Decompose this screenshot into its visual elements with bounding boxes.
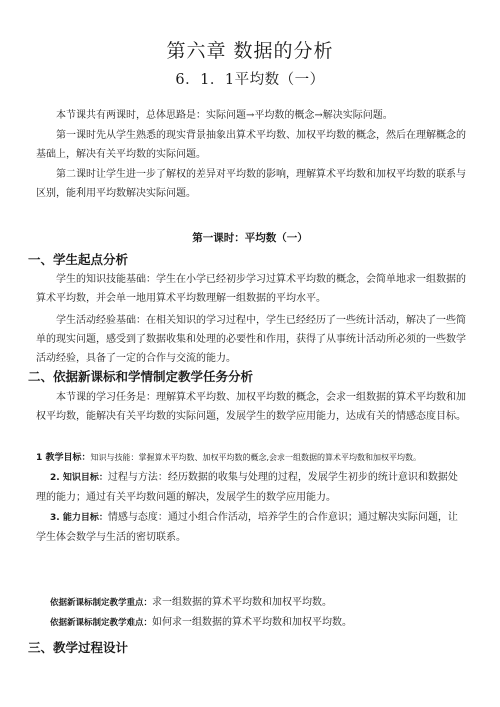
difficulty-text: 如何求一组数据的算术平均数和加权平均数。 — [152, 617, 353, 628]
difficulty-label: 依据新课标制定教学难点： — [50, 618, 153, 628]
section-title: 6．1．1平均数（一） — [175, 72, 325, 88]
key-point-label: 依据新课标制定教学重点： — [50, 598, 153, 608]
chapter-title: 第六章 数据的分析 — [166, 40, 334, 62]
goal-text: 过程与方法：经历数据的收集与处理的过程，发展学生初步的统计意识和数据处理的能力；通过有关平均数问题的解决，发展学生的数学应用能力。 — [36, 472, 458, 503]
goal-item-2 — [36, 468, 466, 507]
teaching-difficulty — [50, 614, 470, 632]
goal-number: 2. — [50, 473, 60, 483]
goal-label: 教学目标： — [45, 453, 91, 463]
goal-text: 知识与技能：掌握算术平均数、加权平均数的概念,会求一组数据的算术平均数和加权平均数。 — [90, 453, 422, 462]
goal-number: 1 — [36, 453, 43, 463]
intro-paragraph-1: 本节课共有两课时，总体思路是：实际问题→平均数的概念→解决实际问题。 — [56, 110, 393, 121]
task-paragraph: 本节课的学习任务是：理解算术平均数、加权平均数的概念，会求一组数据的算术平均数和加权平均数，能解决有关平均数的实际问题，发展学生的数学应用能力，达成有关的情感态度目标。 — [36, 392, 466, 422]
goal-label: 能力目标： — [62, 513, 108, 523]
section-heading-process-design: 三、教学过程设计 — [28, 640, 129, 655]
section-heading-student-analysis: 一、学生起点分析 — [28, 252, 129, 267]
goal-item-3 — [36, 508, 466, 547]
teaching-key-point — [50, 594, 470, 612]
section-heading-task-analysis: 二、依据新课标和学情制定教学任务分析 — [28, 369, 254, 384]
intro-paragraph-2: 第一课时先从学生熟悉的现实背景抽象出算术平均数、加权平均数的概念，然后在理解概念的基础上，解决有关平均数的实际问题。 — [36, 130, 466, 160]
goal-text: 情感与态度：通过小组合作活动，培养学生的合作意识；通过解决实际问题，让学生体会数学与生活的密切联系。 — [36, 512, 458, 543]
student-knowledge-paragraph: 学生的知识技能基础：学生在小学已经初步学习过算术平均数的概念，会简单地求一组数据的算术平均数，并会单一地用算术平均数理解一组数据的平均水平。 — [36, 274, 466, 304]
intro-paragraph-3: 第二课时让学生进一步了解权的差异对平均数的影响，理解算术平均数和加权平均数的联系与区别，能利用平均数解决实际问题。 — [36, 169, 466, 199]
lesson-title: 第一课时：平均数（一） — [192, 232, 308, 244]
key-point-text: 求一组数据的算术平均数和加权平均数。 — [152, 597, 333, 608]
goal-item-1 — [36, 448, 466, 468]
goal-number: 3. — [50, 513, 60, 523]
student-experience-paragraph: 学生活动经验基础：在相关知识的学习过程中，学生已经经历了一些统计活动，解决了一些简单的现实问题，感受到了数据收集和处理的必要性和作用，获得了从事统计活动所必须的一些数学活动经验，具备了一定的合作与交流的能力。 — [36, 315, 466, 364]
goal-label: 知识目标： — [62, 473, 108, 483]
